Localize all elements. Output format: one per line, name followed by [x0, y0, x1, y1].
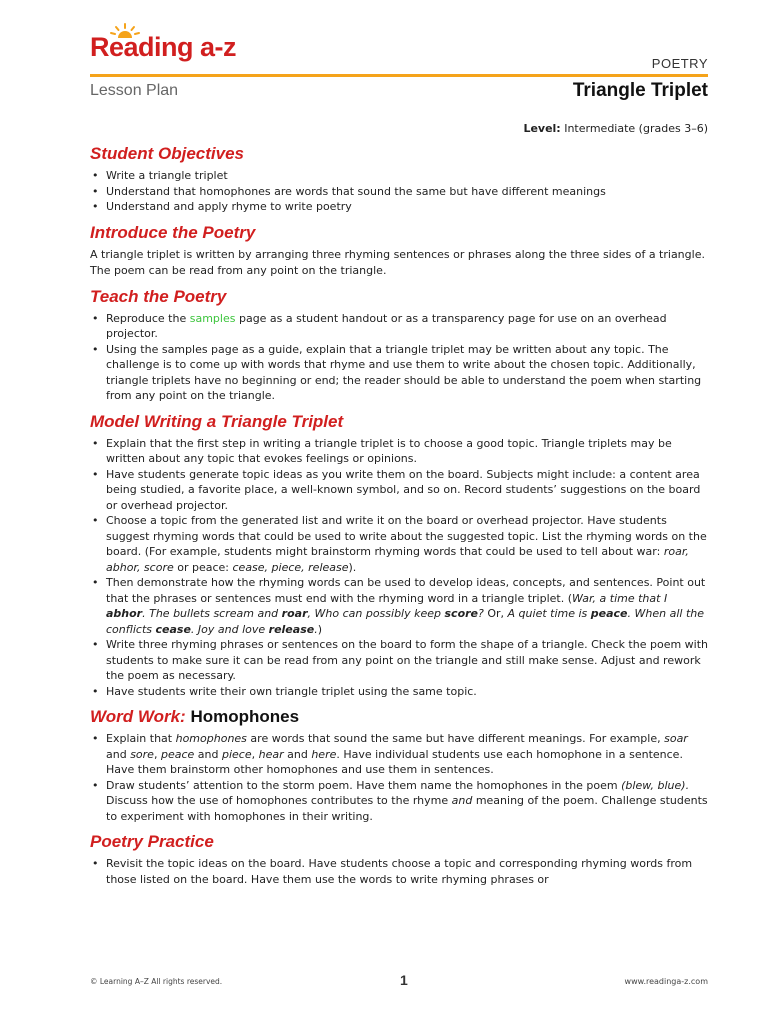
section-heading: Student Objectives — [90, 144, 244, 163]
lesson-content — [90, 143, 710, 894]
list-item: • Revisit the topic ideas on the board. Have students choose a topic and corresponding rhyming words from those listed on the board. Have them use the words to write rhyming phrases or — [92, 857, 693, 886]
section-practice — [90, 831, 710, 887]
list-item: • Using the samples page as a guide, explain that a triangle triplet may be written about any topic. The challenge is to come up with words that rhyme and use them to write about the chosen topic. Additionally, triangle triplets have no beginning or end; the reader should be able to understand the poem when starting from any point on the triangle. — [92, 342, 702, 402]
category-label: POETRY — [651, 56, 708, 71]
teach-list — [90, 311, 710, 404]
level-value: Intermediate (grades 3–6) — [564, 122, 708, 135]
section-model-writing — [90, 411, 710, 700]
list-item: • Then demonstrate how the rhyming words can be used to develop ideas, concepts, and sentences. Point out that the phrases or sentences must end with the rhyming word in a triangle triplet. (War, a time that I abhor. The bullets scream and roar, Who can possibly keep score? Or, A quiet time is peace. When all the conflicts cease. Joy and love release.) — [92, 576, 706, 636]
list-item: • Have students write their own triangle triplet using the same topic. — [92, 684, 477, 698]
section-heading: Introduce the Poetry — [90, 222, 256, 242]
lesson-plan-label: Lesson Plan — [90, 82, 179, 99]
objectives-list — [90, 168, 710, 215]
page-number: 1 — [400, 972, 408, 988]
model-list — [90, 436, 710, 700]
section-teach — [90, 286, 710, 404]
header-rule — [90, 74, 708, 77]
list-item: • Explain that the first step in writing a triangle triplet is to choose a good topic. Triangle triplets may be written about any topic that evokes feelings or opinions. — [92, 436, 672, 465]
intro-paragraph: A triangle triplet is written by arranging three rhyming sentences or phrases along the three sides of a triangle. The poem can be read from any point on the triangle. — [90, 247, 705, 277]
list-item: • Have students generate topic ideas as you write them on the board. Subjects might include: a content area being studied, a favorite place, a well-known symbol, and so on. Record students’ suggestions on the board or overhead projector. — [92, 467, 701, 512]
list-item: • Choose a topic from the generated list and write it on the board or overhead projector. Have students suggest rhyming words that could be used to write about the suggested topic. List the rhyming words on the board. (For example, students might brainstorm rhyming words that could be used to tell about war: roar, abhor, score or peace: cease, piece, release). — [92, 514, 707, 574]
practice-list — [90, 856, 710, 887]
section-heading: Poetry Practice — [90, 832, 214, 851]
site-url[interactable]: www.readinga-z.com — [624, 977, 708, 986]
copyright: © Learning A–Z All rights reserved. — [90, 977, 223, 986]
logo-wordmark: Reading a-z — [90, 32, 237, 62]
section-word-work — [90, 706, 710, 824]
word-work-list — [90, 731, 710, 824]
page-title: Triangle Triplet — [572, 80, 708, 101]
list-item: • Write three rhyming phrases or sentences on the board to form the shape of a triangle. Check the poem with students to make sure it can be read from any point on the triangle and still make sense. Adjust and rework the poem as necessary. — [92, 638, 709, 682]
section-heading: Word Work: Homophones — [90, 707, 300, 726]
section-introduce — [90, 222, 710, 279]
level-label: Level: — [523, 122, 561, 135]
section-heading: Teach the Poetry — [90, 286, 227, 306]
list-item: • Write a triangle triplet — [92, 169, 228, 182]
list-item: • Reproduce the samples page as a student handout or as a transparency page for use on an overhead projector. — [92, 311, 667, 340]
reading-az-logo — [90, 22, 237, 70]
list-item: • Understand and apply rhyme to write poetry — [92, 200, 352, 213]
section-objectives — [90, 143, 710, 215]
list-item: • Understand that homophones are words that sound the same but have different meanings — [92, 184, 606, 198]
list-item: • Draw students’ attention to the storm poem. Have them name the homophones in the poem (blew, blue). Discuss how the use of homophones contributes to the rhyme and meaning of the poem. Challenge students to experiment with homophones in their writing. — [92, 778, 708, 823]
list-item: • Explain that homophones are words that sound the same but have different meanings. For example, soar and sore, peace and piece, hear and here. Have individual students use each homophone in a sentence. Have them brainstorm other homophones and use them in sentences. — [92, 732, 688, 776]
samples-link[interactable]: samples — [189, 311, 236, 325]
grade-level — [523, 122, 708, 135]
section-heading: Model Writing a Triangle Triplet — [90, 411, 344, 431]
